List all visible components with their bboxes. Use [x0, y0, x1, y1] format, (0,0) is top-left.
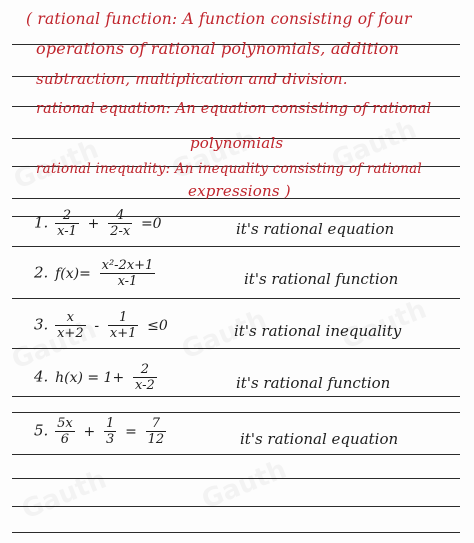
definition-rational-function-line1: ( rational function: A function consisting of four: [26, 10, 412, 28]
ruled-line: [12, 298, 460, 299]
ruled-line: [12, 412, 460, 413]
definition-rational-inequality-line2: expressions ): [188, 182, 291, 200]
example-number: 4.: [34, 367, 49, 386]
fraction: $\frac{5x}{6}$: [57, 416, 73, 447]
fraction: $\frac{2}{x-2}$: [134, 362, 155, 393]
definition-rational-equation-line2: polynomials: [190, 134, 284, 152]
fraction: $\frac{4}{2-x}$: [110, 208, 131, 239]
fraction: $\frac{1}{3}$: [106, 416, 115, 447]
fraction: $\frac{7}{12}$: [147, 416, 165, 447]
example-verdict-3: it's rational inequality: [234, 322, 402, 340]
example-number: 1.: [34, 213, 49, 232]
example-number: 2.: [34, 263, 49, 282]
fraction: $\frac{1}{x+1}$: [109, 310, 137, 341]
definition-rational-function-line3: subtraction, multiplication and division.: [36, 70, 348, 88]
ruled-line: [12, 396, 460, 397]
fraction: $\frac{2}{x-1}$: [57, 208, 77, 239]
definition-rational-inequality-line1: rational inequality: An inequality consisting of rational: [36, 161, 422, 177]
watermark: [18, 465, 111, 526]
definition-rational-function-line2: operations of rational polynomials, addition: [36, 39, 400, 58]
example-number: 3.: [34, 315, 49, 334]
example-row-3: 3. $\frac{x}{x+2}$ - $\frac{1}{x+1}$ ≤0: [34, 310, 168, 341]
example-row-5: 5. $\frac{5x}{6}$ + $\frac{1}{3}$ = $\frac{7}{12}$: [34, 416, 165, 447]
ruled-line: [12, 454, 460, 455]
fraction: $\frac{\text{x²-2x+1}}{x-1}$: [101, 258, 154, 289]
example-verdict-5: it's rational equation: [240, 430, 399, 448]
example-verdict-4: it's rational function: [236, 374, 391, 392]
example-verdict-2: it's rational function: [244, 270, 399, 288]
ruled-line: [12, 532, 460, 533]
ruled-line: [12, 246, 460, 247]
example-row-2: 2. f(x)= $\frac{\text{x²-2x+1}}{x-1}$: [34, 258, 154, 289]
example-row-4: 4. h(x) = 1+ $\frac{2}{x-2}$: [34, 362, 155, 393]
fraction: $\frac{x}{x+2}$: [57, 310, 84, 341]
ruled-line: [12, 506, 460, 507]
definition-rational-equation-line1: rational equation: An equation consisting of rational: [36, 101, 432, 117]
example-row-1: 1. $\frac{2}{x-1}$ + $\frac{4}{2-x}$ =0: [34, 208, 162, 239]
example-verdict-1: it's rational equation: [236, 220, 395, 238]
example-number: 5.: [34, 421, 49, 440]
